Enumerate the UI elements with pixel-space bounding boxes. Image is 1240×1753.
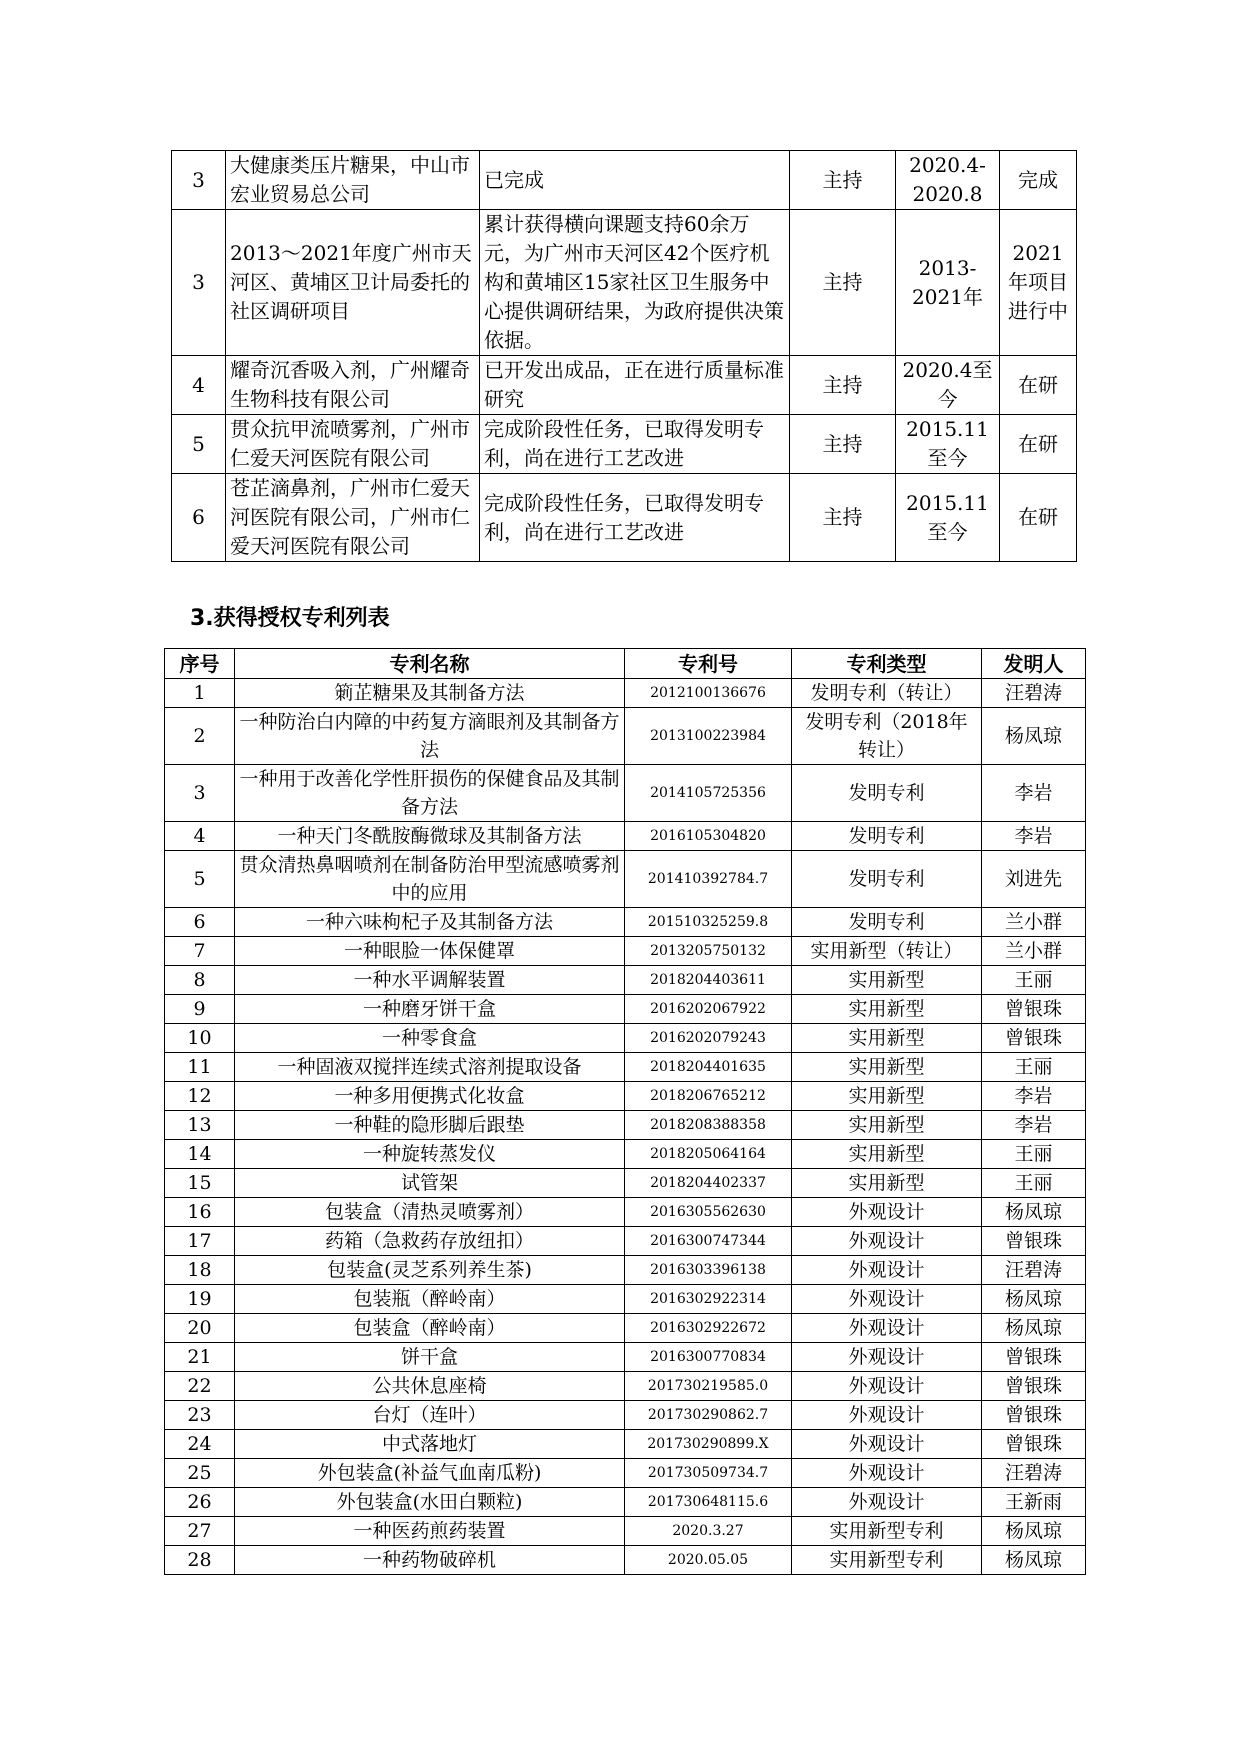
patent-number: 2016302922314 (625, 1285, 792, 1314)
project-table-body (172, 151, 1077, 562)
patent-inventor: 李岩 (982, 822, 1086, 851)
table-row (165, 679, 1086, 708)
patent-number: 2016300747344 (625, 1227, 792, 1256)
patent-number: 2016202067922 (625, 995, 792, 1024)
patent-inventor: 杨凤琼 (982, 708, 1086, 765)
patent-inventor: 曾银珠 (982, 1372, 1086, 1401)
patent-no: 24 (165, 1430, 235, 1459)
patent-type: 实用新型 (792, 1053, 982, 1082)
patent-inventor: 曾银珠 (982, 1343, 1086, 1372)
patent-no: 18 (165, 1256, 235, 1285)
patent-name: 贯众清热鼻咽喷剂在制备防治甲型流感喷雾剂中的应用 (235, 851, 625, 908)
patent-name: 一种防治白内障的中药复方滴眼剂及其制备方法 (235, 708, 625, 765)
project-progress: 已完成 (480, 151, 790, 210)
table-row (165, 1198, 1086, 1227)
patent-no: 17 (165, 1227, 235, 1256)
patent-type: 外观设计 (792, 1459, 982, 1488)
patent-name: 台灯（连叶） (235, 1401, 625, 1430)
patent-no: 25 (165, 1459, 235, 1488)
table-row (165, 1285, 1086, 1314)
patent-inventor: 曾银珠 (982, 1430, 1086, 1459)
patent-no: 2 (165, 708, 235, 765)
patent-name: 一种零食盒 (235, 1024, 625, 1053)
patent-number: 2020.05.05 (625, 1546, 792, 1575)
patent-type: 发明专利 (792, 822, 982, 851)
patent-header-row (165, 649, 1086, 679)
patent-name: 外包装盒(补益气血南瓜粉) (235, 1459, 625, 1488)
patent-name: 公共休息座椅 (235, 1372, 625, 1401)
patent-number: 2018206765212 (625, 1082, 792, 1111)
table-row (165, 765, 1086, 822)
project-period: 2013-2021年 (896, 210, 1000, 356)
patent-inventor: 王新雨 (982, 1488, 1086, 1517)
project-no: 4 (172, 356, 226, 415)
patent-type: 实用新型专利 (792, 1546, 982, 1575)
patent-type: 发明专利（2018年转让） (792, 708, 982, 765)
table-row (165, 1082, 1086, 1111)
patent-name: 一种固液双搅拌连续式溶剂提取设备 (235, 1053, 625, 1082)
table-row (165, 822, 1086, 851)
patent-inventor: 兰小群 (982, 937, 1086, 966)
patent-type: 外观设计 (792, 1285, 982, 1314)
patent-no: 5 (165, 851, 235, 908)
patent-type: 外观设计 (792, 1430, 982, 1459)
patent-name: 一种鞋的隐形脚后跟垫 (235, 1111, 625, 1140)
table-row (165, 1546, 1086, 1575)
project-no: 3 (172, 151, 226, 210)
patent-inventor: 汪碧涛 (982, 679, 1086, 708)
patent-number: 2016202079243 (625, 1024, 792, 1053)
table-row (165, 1169, 1086, 1198)
patent-name: 一种六味枸杞子及其制备方法 (235, 908, 625, 937)
patent-inventor: 曾银珠 (982, 995, 1086, 1024)
patent-type: 发明专利 (792, 851, 982, 908)
patent-no: 21 (165, 1343, 235, 1372)
patent-name: 箣芷糖果及其制备方法 (235, 679, 625, 708)
project-no: 6 (172, 474, 226, 562)
patent-table (164, 648, 1086, 1575)
patent-type: 实用新型 (792, 1024, 982, 1053)
table-row (165, 1314, 1086, 1343)
patent-number: 2016303396138 (625, 1256, 792, 1285)
patent-number: 201730509734.7 (625, 1459, 792, 1488)
patent-type: 实用新型 (792, 966, 982, 995)
patent-number: 2018204403611 (625, 966, 792, 995)
project-role: 主持 (790, 474, 896, 562)
project-role: 主持 (790, 356, 896, 415)
patent-number: 2018204401635 (625, 1053, 792, 1082)
patent-table-body (165, 679, 1086, 1575)
patent-type: 发明专利（转让） (792, 679, 982, 708)
patent-inventor: 王丽 (982, 1140, 1086, 1169)
patent-name: 一种医药煎药装置 (235, 1517, 625, 1546)
table-row (165, 1111, 1086, 1140)
patent-no: 15 (165, 1169, 235, 1198)
table-row (165, 1227, 1086, 1256)
project-name: 2013～2021年度广州市天河区、黄埔区卫计局委托的社区调研项目 (226, 210, 480, 356)
patent-no: 16 (165, 1198, 235, 1227)
patent-no: 10 (165, 1024, 235, 1053)
patent-no: 6 (165, 908, 235, 937)
patent-inventor: 刘进先 (982, 851, 1086, 908)
patent-no: 3 (165, 765, 235, 822)
project-status: 在研 (1000, 474, 1077, 562)
patent-name: 一种用于改善化学性肝损伤的保健食品及其制备方法 (235, 765, 625, 822)
project-status: 在研 (1000, 415, 1077, 474)
table-row (165, 1488, 1086, 1517)
table-row (165, 851, 1086, 908)
patent-inventor: 李岩 (982, 1082, 1086, 1111)
patent-type: 实用新型 (792, 1111, 982, 1140)
project-role: 主持 (790, 415, 896, 474)
patent-name: 包装盒（醉岭南） (235, 1314, 625, 1343)
header-inventor: 发明人 (982, 649, 1086, 679)
patent-inventor: 李岩 (982, 1111, 1086, 1140)
patent-name: 一种天门冬酰胺酶微球及其制备方法 (235, 822, 625, 851)
patent-inventor: 汪碧涛 (982, 1459, 1086, 1488)
patent-no: 9 (165, 995, 235, 1024)
project-progress: 完成阶段性任务，已取得发明专利，尚在进行工艺改进 (480, 415, 790, 474)
table-row (165, 995, 1086, 1024)
patent-inventor: 杨凤琼 (982, 1285, 1086, 1314)
patent-name: 中式落地灯 (235, 1430, 625, 1459)
patent-name: 包装盒（清热灵喷雾剂） (235, 1198, 625, 1227)
patent-number: 2018208388358 (625, 1111, 792, 1140)
patent-number: 201730290899.X (625, 1430, 792, 1459)
project-row (172, 415, 1077, 474)
patent-number: 2013205750132 (625, 937, 792, 966)
patent-inventor: 曾银珠 (982, 1227, 1086, 1256)
table-row (165, 708, 1086, 765)
project-name: 苍芷滴鼻剂，广州市仁爱天河医院有限公司，广州市仁爱天河医院有限公司 (226, 474, 480, 562)
patent-type: 外观设计 (792, 1227, 982, 1256)
project-status: 2021年项目进行中 (1000, 210, 1077, 356)
project-no: 5 (172, 415, 226, 474)
project-row (172, 474, 1077, 562)
patent-type: 实用新型 (792, 1140, 982, 1169)
patent-number: 201410392784.7 (625, 851, 792, 908)
patent-number: 2012100136676 (625, 679, 792, 708)
patent-name: 一种磨牙饼干盒 (235, 995, 625, 1024)
patent-name: 包装瓶（醉岭南） (235, 1285, 625, 1314)
patent-number: 2014105725356 (625, 765, 792, 822)
patent-number: 201510325259.8 (625, 908, 792, 937)
patent-inventor: 王丽 (982, 1169, 1086, 1198)
project-role: 主持 (790, 151, 896, 210)
patent-number: 201730290862.7 (625, 1401, 792, 1430)
patent-name: 一种眼脸一体保健罩 (235, 937, 625, 966)
header-type: 专利类型 (792, 649, 982, 679)
patent-number: 2016305562630 (625, 1198, 792, 1227)
project-table (171, 150, 1077, 562)
table-row (165, 1372, 1086, 1401)
patent-type: 外观设计 (792, 1372, 982, 1401)
patent-type: 外观设计 (792, 1256, 982, 1285)
patent-name: 一种水平调解装置 (235, 966, 625, 995)
patent-no: 14 (165, 1140, 235, 1169)
patent-number: 2018205064164 (625, 1140, 792, 1169)
patent-inventor: 李岩 (982, 765, 1086, 822)
project-progress: 累计获得横向课题支持60余万元，为广州市天河区42个医疗机构和黄埔区15家社区卫生服务中心提供调研结果，为政府提供决策依据。 (480, 210, 790, 356)
patent-name: 饼干盒 (235, 1343, 625, 1372)
patent-number: 201730648115.6 (625, 1488, 792, 1517)
project-row (172, 210, 1077, 356)
project-name: 耀奇沉香吸入剂，广州耀奇生物科技有限公司 (226, 356, 480, 415)
patent-type: 发明专利 (792, 765, 982, 822)
project-status: 在研 (1000, 356, 1077, 415)
patent-inventor: 曾银珠 (982, 1401, 1086, 1430)
patent-no: 1 (165, 679, 235, 708)
patent-no: 11 (165, 1053, 235, 1082)
patent-no: 8 (165, 966, 235, 995)
patent-type: 实用新型专利 (792, 1517, 982, 1546)
patent-number: 2016302922672 (625, 1314, 792, 1343)
patent-inventor: 汪碧涛 (982, 1256, 1086, 1285)
header-no: 序号 (165, 649, 235, 679)
project-name: 大健康类压片糖果，中山市宏业贸易总公司 (226, 151, 480, 210)
patent-no: 22 (165, 1372, 235, 1401)
patent-type: 实用新型 (792, 1169, 982, 1198)
project-progress: 完成阶段性任务，已取得发明专利，尚在进行工艺改进 (480, 474, 790, 562)
patent-type: 外观设计 (792, 1343, 982, 1372)
patent-name: 一种药物破碎机 (235, 1546, 625, 1575)
table-row (165, 1256, 1086, 1285)
table-row (165, 966, 1086, 995)
header-name: 专利名称 (235, 649, 625, 679)
patent-no: 20 (165, 1314, 235, 1343)
patent-type: 发明专利 (792, 908, 982, 937)
patent-type: 实用新型（转让） (792, 937, 982, 966)
table-row (165, 1140, 1086, 1169)
table-row (165, 908, 1086, 937)
project-row (172, 356, 1077, 415)
patent-name: 包装盒(灵芝系列养生茶) (235, 1256, 625, 1285)
patent-no: 4 (165, 822, 235, 851)
patent-no: 27 (165, 1517, 235, 1546)
patent-number: 2013100223984 (625, 708, 792, 765)
patent-type: 外观设计 (792, 1314, 982, 1343)
patent-inventor: 王丽 (982, 966, 1086, 995)
project-name: 贯众抗甲流喷雾剂，广州市仁爱天河医院有限公司 (226, 415, 480, 474)
table-row (165, 1517, 1086, 1546)
patent-no: 19 (165, 1285, 235, 1314)
table-row (165, 1053, 1086, 1082)
patent-type: 外观设计 (792, 1488, 982, 1517)
table-row (165, 1401, 1086, 1430)
patent-inventor: 杨凤琼 (982, 1198, 1086, 1227)
patent-type: 外观设计 (792, 1401, 982, 1430)
project-period: 2015.11至今 (896, 474, 1000, 562)
patent-number: 2020.3.27 (625, 1517, 792, 1546)
table-row (165, 1459, 1086, 1488)
patent-no: 23 (165, 1401, 235, 1430)
patent-inventor: 王丽 (982, 1053, 1086, 1082)
table-row (165, 1430, 1086, 1459)
project-period: 2020.4至今 (896, 356, 1000, 415)
patent-inventor: 曾银珠 (982, 1024, 1086, 1053)
table-row (165, 1024, 1086, 1053)
patent-inventor: 兰小群 (982, 908, 1086, 937)
patent-number: 2018204402337 (625, 1169, 792, 1198)
patent-type: 实用新型 (792, 995, 982, 1024)
patent-number: 2016300770834 (625, 1343, 792, 1372)
section-title: 3.获得授权专利列表 (190, 606, 390, 631)
project-period: 2015.11至今 (896, 415, 1000, 474)
project-progress: 已开发出成品，正在进行质量标准研究 (480, 356, 790, 415)
project-period: 2020.4-2020.8 (896, 151, 1000, 210)
patent-inventor: 杨凤琼 (982, 1314, 1086, 1343)
patent-name: 试管架 (235, 1169, 625, 1198)
patent-type: 外观设计 (792, 1198, 982, 1227)
project-no: 3 (172, 210, 226, 356)
patent-name: 一种旋转蒸发仪 (235, 1140, 625, 1169)
patent-type: 实用新型 (792, 1082, 982, 1111)
patent-no: 12 (165, 1082, 235, 1111)
patent-inventor: 杨凤琼 (982, 1517, 1086, 1546)
patent-no: 26 (165, 1488, 235, 1517)
patent-inventor: 杨凤琼 (982, 1546, 1086, 1575)
patent-number: 2016105304820 (625, 822, 792, 851)
patent-number: 201730219585.0 (625, 1372, 792, 1401)
project-status: 完成 (1000, 151, 1077, 210)
table-row (165, 1343, 1086, 1372)
header-number: 专利号 (625, 649, 792, 679)
patent-name: 一种多用便携式化妆盒 (235, 1082, 625, 1111)
project-row (172, 151, 1077, 210)
patent-name: 外包装盒(水田白颗粒) (235, 1488, 625, 1517)
table-row (165, 937, 1086, 966)
patent-no: 7 (165, 937, 235, 966)
project-role: 主持 (790, 210, 896, 356)
patent-name: 药箱（急救药存放纽扣） (235, 1227, 625, 1256)
patent-no: 28 (165, 1546, 235, 1575)
patent-no: 13 (165, 1111, 235, 1140)
